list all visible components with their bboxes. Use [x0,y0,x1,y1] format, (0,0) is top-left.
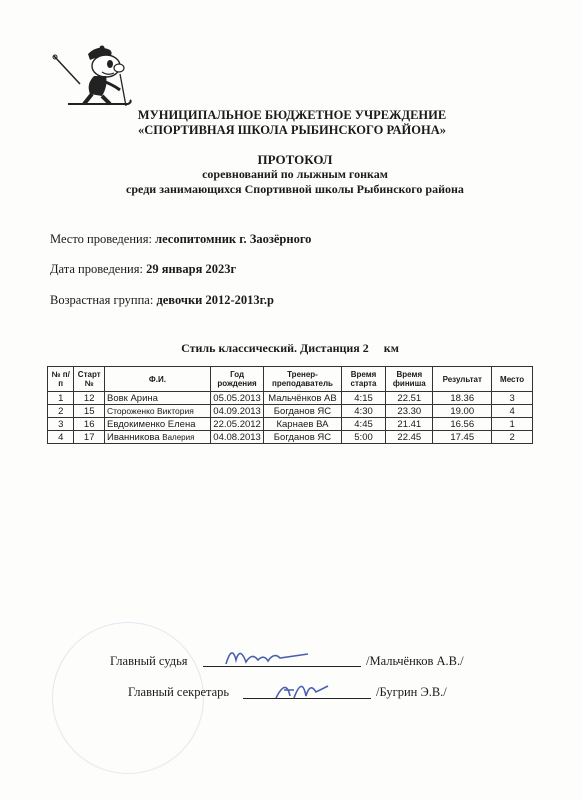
cell-num: 4 [48,431,74,444]
protocol-heading [60,152,530,197]
org-line-2: «СПОРТИВНАЯ ШКОЛА РЫБИНСКОГО РАЙОНА» [138,123,446,137]
header-start-time: Время старта [341,367,386,392]
cell-start: 17 [74,431,105,444]
cell-finish-time: 21.41 [386,418,433,431]
cell-place: 1 [492,418,533,431]
secretary-label: Главный секретарь [128,685,230,699]
cell-name [104,431,210,444]
header-name: Ф.И. [104,367,210,392]
secretary-signature-icon [272,672,332,702]
header-finish-time: Время финиша [386,367,433,392]
secretary-name: /Бугрин Э.В./ [376,685,447,699]
cell-name-main: Иванникова [106,431,160,443]
header-result: Результат [433,367,492,392]
judge-label: Главный судья [110,654,188,668]
place-info [50,232,311,247]
table-row [48,431,533,444]
cell-finish-time: 23.30 [386,405,433,418]
cell-num: 1 [48,392,74,405]
header-place: Место [492,367,533,392]
cell-start-time: 4:15 [341,392,386,405]
results-table [47,366,533,444]
cell-coach: Мальчёнков АВ [264,392,341,405]
cell-place: 2 [492,431,533,444]
judge-signature-icon [222,640,312,670]
header-start: Старт № [74,367,105,392]
cell-num: 2 [48,405,74,418]
header-num: № п/п [48,367,74,392]
cell-coach: Карнаев ВА [264,418,341,431]
cell-name: Вовк Арина [104,392,210,405]
cell-name: Евдокименко Елена [104,418,210,431]
race-title: Стиль классический. Дистанция 2 км [181,341,399,355]
cell-coach: Богданов ЯС [264,431,341,444]
date-value: 29 января 2023г [146,262,237,276]
cell-start-time: 4:45 [341,418,386,431]
org-line-1: МУНИЦИПАЛЬНОЕ БЮДЖЕТНОЕ УЧРЕЖДЕНИЕ [137,108,447,122]
cell-birth: 05.05.2013 [210,392,263,405]
protocol-subtitle-1: соревнований по лыжным гонкам [202,167,388,181]
cell-birth: 04.09.2013 [210,405,263,418]
organization-name [112,108,472,138]
date-info [50,262,236,277]
protocol-subtitle-2: среди занимающихся Спортивной школы Рыбинского района [126,182,464,196]
cell-place: 4 [492,405,533,418]
cell-start: 16 [74,418,105,431]
cell-result: 19.00 [433,405,492,418]
cell-start-time: 5:00 [341,431,386,444]
place-value: лесопитомник г. Заозёрного [155,232,312,246]
age-group-value: девочки 2012-2013г.р [156,293,274,307]
skier-logo [50,44,134,110]
cell-finish-time: 22.51 [386,392,433,405]
place-label: Место проведения: [50,232,152,246]
cell-result: 16.56 [433,418,492,431]
protocol-title: ПРОТОКОЛ [257,152,333,167]
cell-start-time: 4:30 [341,405,386,418]
age-group-info [50,293,274,308]
table-header-row [48,367,533,392]
table-row [48,392,533,405]
cell-coach: Богданов ЯС [264,405,341,418]
judge-name: /Мальчёнков А.В./ [366,654,464,668]
table-row [48,405,533,418]
cell-finish-time: 22.45 [386,431,433,444]
header-birth: Год рождения [210,367,263,392]
date-label: Дата проведения: [50,262,143,276]
cell-place: 3 [492,392,533,405]
cell-result: 18.36 [433,392,492,405]
age-group-label: Возрастная группа: [50,293,154,307]
cell-start: 12 [74,392,105,405]
cell-birth: 22.05.2012 [210,418,263,431]
cell-result: 17.45 [433,431,492,444]
cell-name-small: Валерия [162,432,195,442]
cell-name: Стороженко Виктория [104,405,210,418]
cell-start: 15 [74,405,105,418]
table-row [48,418,533,431]
cell-num: 3 [48,418,74,431]
header-coach: Тренер-преподаватель [264,367,341,392]
cell-birth: 04.08.2013 [210,431,263,444]
